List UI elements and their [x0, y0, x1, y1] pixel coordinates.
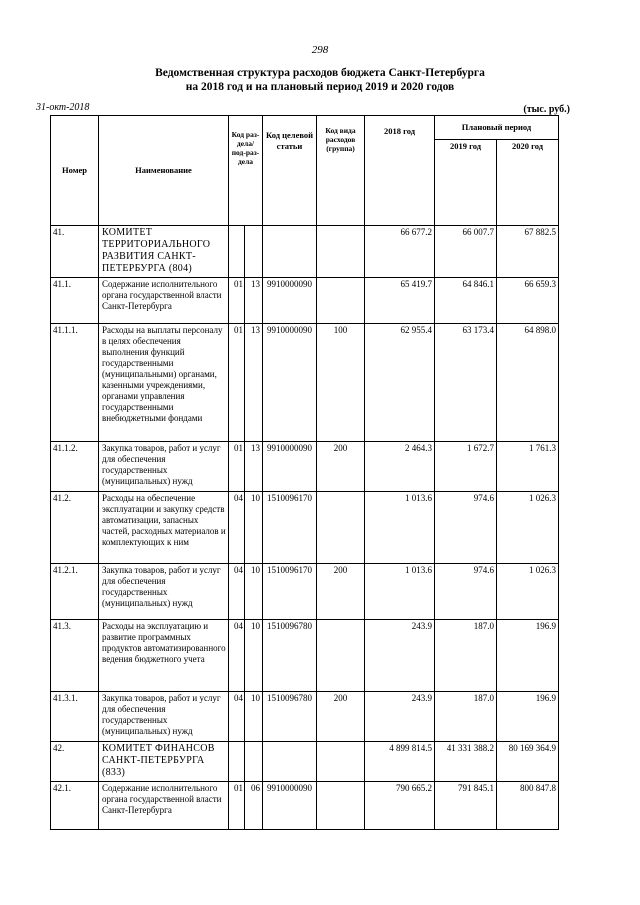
target-code: 9910000090 [263, 442, 317, 492]
value-2018: 2 464.3 [365, 442, 435, 492]
header-planned-period: Плановый период [435, 116, 559, 140]
row-number: 41.2. [51, 492, 99, 564]
header-2020: 2020 год [497, 140, 559, 226]
header-section-code: Код раз-дела/ под-раз-дела [229, 116, 263, 226]
table-row [51, 492, 559, 564]
row-name: Закупка товаров, работ и услуг для обеспечения государственных (муниципальных) нужд [99, 564, 229, 620]
section-code [229, 742, 245, 782]
table-row [51, 564, 559, 620]
value-2019: 187.0 [435, 692, 497, 742]
table-row [51, 278, 559, 324]
row-number: 42. [51, 742, 99, 782]
subsection-code [245, 742, 263, 782]
value-2019: 66 007.7 [435, 226, 497, 278]
section-code: 04 [229, 620, 245, 692]
subsection-code: 10 [245, 564, 263, 620]
value-2020: 196.9 [497, 692, 559, 742]
document-title [40, 66, 600, 94]
target-code: 1510096170 [263, 564, 317, 620]
value-2018: 1 013.6 [365, 492, 435, 564]
target-code: 9910000090 [263, 278, 317, 324]
section-code: 04 [229, 492, 245, 564]
table-row [51, 782, 559, 830]
expense-code [317, 742, 365, 782]
table-row [51, 226, 559, 278]
value-2019: 1 672.7 [435, 442, 497, 492]
value-2018: 62 955.4 [365, 324, 435, 442]
row-number: 41. [51, 226, 99, 278]
page-number: 298 [311, 44, 329, 56]
expense-code: 200 [317, 442, 365, 492]
section-code: 01 [229, 324, 245, 442]
row-name: Содержание исполнительного органа государственной власти Санкт-Петербурга [99, 278, 229, 324]
row-name: КОМИТЕТ ФИНАНСОВ САНКТ-ПЕТЕРБУРГА (833) [99, 742, 229, 782]
subsection-code: 13 [245, 278, 263, 324]
target-code: 1510096170 [263, 492, 317, 564]
expense-code: 100 [317, 324, 365, 442]
subsection-code: 10 [245, 620, 263, 692]
row-name: Расходы на эксплуатацию и развитие программных продуктов автоматизированного ведения бюджетного учета [99, 620, 229, 692]
expense-code [317, 278, 365, 324]
value-2020: 80 169 364.9 [497, 742, 559, 782]
value-2019: 41 331 388.2 [435, 742, 497, 782]
value-2018: 790 665.2 [365, 782, 435, 830]
title-line-2: на 2018 год и на плановый период 2019 и 2020 годов [185, 81, 455, 93]
value-2018: 243.9 [365, 692, 435, 742]
row-number: 41.3.1. [51, 692, 99, 742]
subsection-code: 10 [245, 492, 263, 564]
target-code [263, 226, 317, 278]
header-2019: 2019 год [435, 140, 497, 226]
section-code [229, 226, 245, 278]
target-code: 9910000090 [263, 324, 317, 442]
value-2019: 187.0 [435, 620, 497, 692]
section-code: 04 [229, 564, 245, 620]
row-number: 41.3. [51, 620, 99, 692]
value-2019: 974.6 [435, 492, 497, 564]
subsection-code: 13 [245, 324, 263, 442]
row-number: 41.1. [51, 278, 99, 324]
value-2020: 66 659.3 [497, 278, 559, 324]
value-2019: 64 846.1 [435, 278, 497, 324]
target-code: 1510096780 [263, 692, 317, 742]
section-code: 01 [229, 782, 245, 830]
header-target-code: Код целевой статьи [263, 116, 317, 226]
value-2018: 1 013.6 [365, 564, 435, 620]
expense-code: 200 [317, 564, 365, 620]
value-2019: 974.6 [435, 564, 497, 620]
value-2019: 63 173.4 [435, 324, 497, 442]
table-row [51, 692, 559, 742]
value-2018: 243.9 [365, 620, 435, 692]
value-2020: 1 026.3 [497, 564, 559, 620]
row-name: Содержание исполнительного органа государственной власти Санкт-Петербурга [99, 782, 229, 830]
section-code: 01 [229, 442, 245, 492]
section-code: 04 [229, 692, 245, 742]
value-2020: 67 882.5 [497, 226, 559, 278]
value-2018: 4 899 814.5 [365, 742, 435, 782]
header-2018: 2018 год [365, 116, 435, 226]
row-number: 41.1.1. [51, 324, 99, 442]
value-2018: 66 677.2 [365, 226, 435, 278]
subsection-code: 10 [245, 692, 263, 742]
value-2020: 1 026.3 [497, 492, 559, 564]
title-line-1: Ведомственная структура расходов бюджета Санкт-Петербурга [155, 67, 485, 79]
value-2020: 64 898.0 [497, 324, 559, 442]
row-number: 41.1.2. [51, 442, 99, 492]
header-name: Наименование [99, 116, 229, 226]
header-expense-code: Код вида расходов (группа) [317, 116, 365, 226]
row-name: Закупка товаров, работ и услуг для обеспечения государственных (муниципальных) нужд [99, 692, 229, 742]
row-number: 41.2.1. [51, 564, 99, 620]
row-name: Расходы на обеспечение эксплуатации и закупку средств автоматизации, запасных частей, расходных материалов и комплектующих к ним [99, 492, 229, 564]
value-2020: 800 847.8 [497, 782, 559, 830]
budget-table [50, 115, 559, 830]
subsection-code: 13 [245, 442, 263, 492]
value-2019: 791 845.1 [435, 782, 497, 830]
table-row [51, 442, 559, 492]
expense-code [317, 226, 365, 278]
expense-code [317, 782, 365, 830]
target-code: 1510096780 [263, 620, 317, 692]
header-number: Номер [51, 116, 99, 226]
expense-code [317, 620, 365, 692]
target-code [263, 742, 317, 782]
expense-code: 200 [317, 692, 365, 742]
section-code: 01 [229, 278, 245, 324]
row-name: Закупка товаров, работ и услуг для обеспечения государственных (муниципальных) нужд [99, 442, 229, 492]
row-name: Расходы на выплаты персоналу в целях обеспечения выполнения функций государственными (муниципальными) органами, казенными учреждениями, органами управления государственными внебюджетными фондами [99, 324, 229, 442]
document-date: 31-окт-2018 [36, 102, 90, 113]
table-row [51, 324, 559, 442]
value-2018: 65 419.7 [365, 278, 435, 324]
row-name: КОМИТЕТ ТЕРРИТОРИАЛЬНОГО РАЗВИТИЯ САНКТ-ПЕТЕРБУРГА (804) [99, 226, 229, 278]
units-label: (тыс. руб.) [523, 104, 570, 115]
value-2020: 196.9 [497, 620, 559, 692]
expense-code [317, 492, 365, 564]
table-row [51, 620, 559, 692]
target-code: 9910000090 [263, 782, 317, 830]
row-number: 42.1. [51, 782, 99, 830]
subsection-code: 06 [245, 782, 263, 830]
table-row [51, 742, 559, 782]
value-2020: 1 761.3 [497, 442, 559, 492]
subsection-code [245, 226, 263, 278]
